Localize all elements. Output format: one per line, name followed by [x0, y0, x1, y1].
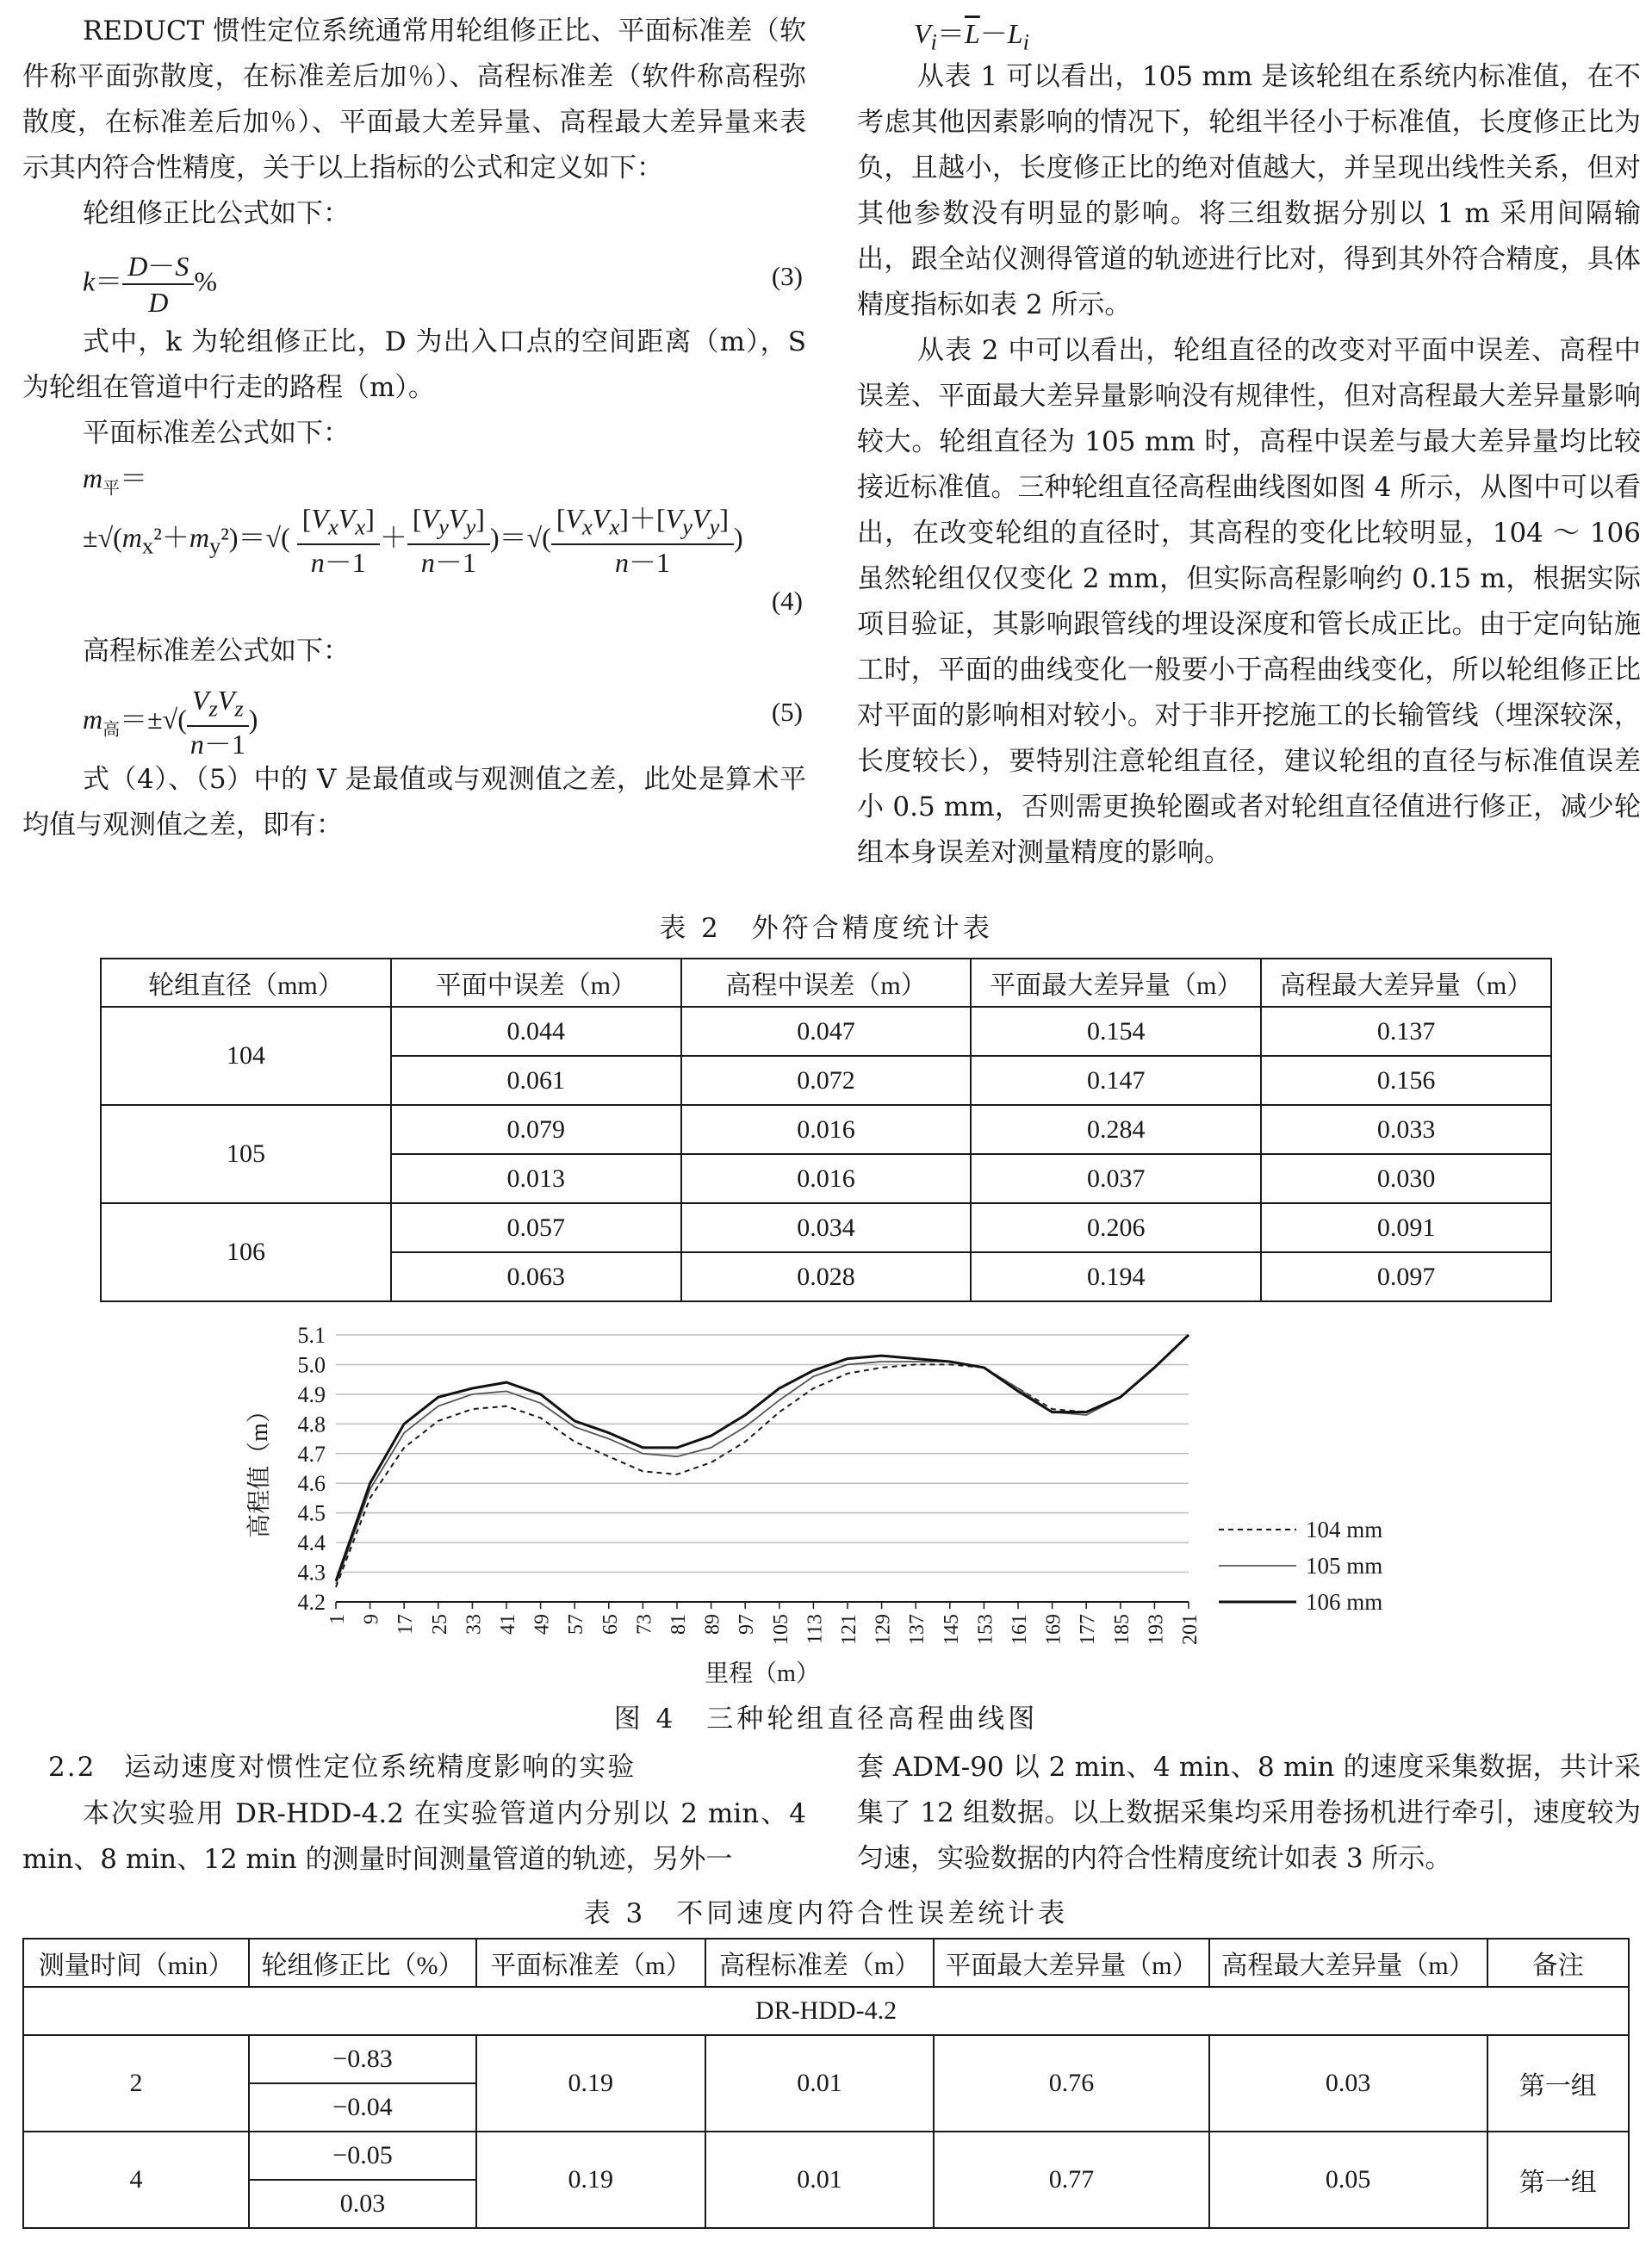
table3-header: 高程标准差（m） — [705, 1939, 935, 1987]
table2-header: 平面最大差异量（m） — [971, 959, 1261, 1007]
x-tick-label: 1 — [326, 1614, 349, 1624]
paragraph-table1-analysis: 从表 1 可以看出，105 mm 是该轮组在系统内标准值，在不考虑其他因素影响的情况下，轮组半径小于标准值，长度修正比为负，且越小，长度修正比的绝对值越大，并呈现出线性关系，但对其他参数没有明显的影响。将三组数据分别以 1 m 采用间隔输出，跟全站仪测得管道的轨迹进行比对，得到其外符合精度，具体精度指标如表 2 所示。 — [857, 61, 1641, 320]
y-tick-label: 4.6 — [297, 1471, 326, 1497]
table-cell: 0.19 — [476, 2035, 705, 2132]
paragraph-v-definition: 式（4）、（5）中的 V 是最值或与观测值之差，此处是算术平均值与观测值之差，即有： — [22, 764, 806, 841]
x-tick-label: 193 — [1145, 1614, 1168, 1645]
table-cell: 0.01 — [705, 2132, 935, 2228]
table3-header: 平面标准差（m） — [476, 1939, 705, 1987]
y-tick-label: 4.2 — [297, 1590, 326, 1615]
table-cell: 0.079 — [391, 1105, 681, 1154]
table-cell: −0.83 — [249, 2035, 476, 2083]
table-cell: −0.05 — [249, 2132, 476, 2180]
table-cell: 第一组 — [1487, 2035, 1629, 2132]
equation-4-number: (4) — [771, 586, 803, 616]
x-tick-label: 49 — [531, 1614, 554, 1635]
section-right-text: 套 ADM-90 以 2 min、4 min、8 min 的速度采集数据，共计采集了 12 组数据。以上数据采集均采用卷扬机进行牵引，速度较为匀速，实验数据的内符合性精度统计如表 3 所示。 — [857, 1752, 1641, 1874]
right-column — [857, 9, 1641, 876]
equation-5: $m_高=\pm√$( $\frac{V_zV_z}{n-1}$ ) (5) — [83, 685, 803, 760]
y-tick-label: 4.7 — [297, 1441, 326, 1467]
table-cell: 0.76 — [934, 2035, 1208, 2132]
paragraph-plane-sd-label: 平面标准差公式如下： — [83, 418, 350, 449]
table-cell: −0.04 — [249, 2083, 476, 2132]
x-tick-label: 121 — [838, 1614, 860, 1645]
x-tick-label: 113 — [804, 1614, 827, 1645]
table-cell: 第一组 — [1487, 2132, 1629, 2228]
y-tick-label: 4.9 — [297, 1381, 326, 1407]
x-tick-label: 57 — [565, 1614, 588, 1635]
x-tick-label: 25 — [428, 1614, 451, 1635]
table-cell: 0.028 — [681, 1252, 972, 1301]
table3-device-row: DR-HDD-4.2 — [23, 1987, 1629, 2035]
x-tick-label: 33 — [463, 1614, 486, 1635]
equation-3-number: (3) — [771, 261, 803, 291]
table3-header: 轮组修正比（%） — [249, 1939, 476, 1987]
paragraph-k-definition: 式中，k 为轮组修正比，D 为出入口点的空间距离（m），S 为轮组在管道中行走的路程（m）。 — [22, 326, 806, 403]
y-tick-label: 4.8 — [297, 1412, 326, 1437]
paragraph-elev-sd-label: 高程标准差公式如下： — [83, 636, 350, 667]
table2 — [100, 958, 1552, 1302]
x-tick-label: 161 — [1009, 1614, 1031, 1645]
x-tick-label: 201 — [1179, 1614, 1202, 1645]
x-tick-label: 185 — [1110, 1614, 1133, 1645]
paragraph-intro: REDUCT 惯性定位系统通常用轮组修正比、平面标准差（软件称平面弥散度，在标准差后加％）、高程标准差（软件称高程弥散度，在标准差后加％）、平面最大差异量、高程最大差异量来表示其内符合性精度，关于以上指标的公式和定义如下： — [22, 16, 806, 183]
table-cell: 0.013 — [391, 1154, 681, 1203]
x-tick-label: 137 — [906, 1614, 929, 1645]
left-column — [22, 9, 806, 848]
table2-header: 轮组直径（mm） — [101, 959, 391, 1007]
legend-label: 105 mm — [1306, 1553, 1383, 1579]
table2-header: 平面中误差（m） — [391, 959, 681, 1007]
table-cell: 0.047 — [681, 1007, 972, 1056]
equation-5-number: (5) — [771, 697, 803, 727]
table-cell: 0.063 — [391, 1252, 681, 1301]
x-tick-label: 129 — [872, 1614, 895, 1645]
table-cell: 0.206 — [971, 1203, 1261, 1252]
y-tick-label: 4.5 — [297, 1500, 326, 1526]
x-tick-label: 89 — [701, 1614, 724, 1635]
table2-diameter-cell: 104 — [101, 1007, 391, 1105]
table-cell: 0.03 — [1209, 2035, 1487, 2132]
table-cell: 0.097 — [1261, 1252, 1551, 1301]
table-cell: 0.194 — [971, 1252, 1261, 1301]
table-cell: 0.061 — [391, 1056, 681, 1105]
x-tick-label: 177 — [1077, 1614, 1100, 1645]
table-cell: 2 — [23, 2035, 249, 2132]
x-tick-label: 65 — [599, 1614, 622, 1635]
table-cell: 0.072 — [681, 1056, 972, 1105]
table-cell: 0.05 — [1209, 2132, 1487, 2228]
table-cell: 0.284 — [971, 1105, 1261, 1154]
table3-header: 备注 — [1487, 1939, 1629, 1987]
elevation-line-chart — [233, 1318, 1421, 1688]
table-cell: 0.77 — [934, 2132, 1208, 2228]
table2-header: 高程最大差异量（m） — [1261, 959, 1551, 1007]
table-cell: 0.057 — [391, 1203, 681, 1252]
table-cell: 0.137 — [1261, 1007, 1551, 1056]
x-tick-label: 17 — [394, 1614, 418, 1635]
y-axis-title: 高程值（m） — [246, 1399, 273, 1538]
x-tick-label: 9 — [360, 1614, 383, 1624]
table-cell: 0.030 — [1261, 1154, 1551, 1203]
table-cell: 0.19 — [476, 2132, 705, 2228]
table3-caption: 表 3 不同速度内符合性误差统计表 — [583, 1898, 1069, 1929]
y-tick-label: 5.1 — [297, 1323, 326, 1348]
figure4-caption: 图 4 三种轮组直径高程曲线图 — [613, 1704, 1039, 1735]
table-cell: 0.033 — [1261, 1105, 1551, 1154]
table-cell: 0.03 — [249, 2180, 476, 2228]
table3-header: 测量时间（min） — [23, 1939, 249, 1987]
x-tick-label: 73 — [633, 1614, 656, 1635]
x-tick-label: 41 — [497, 1614, 519, 1635]
table3-header: 高程最大差异量（m） — [1209, 1939, 1487, 1987]
table-cell: 0.156 — [1261, 1056, 1551, 1105]
table-cell: 0.037 — [971, 1154, 1261, 1203]
series-line — [336, 1335, 1189, 1587]
table2-caption: 表 2 外符合精度统计表 — [659, 913, 993, 944]
legend-label: 106 mm — [1306, 1589, 1383, 1615]
equation-vi: $V_i=\overline{L}-L_i$ — [914, 18, 1029, 55]
table-cell: 0.154 — [971, 1007, 1261, 1056]
series-line — [336, 1335, 1189, 1581]
table-cell: 0.034 — [681, 1203, 972, 1252]
table3-header: 平面最大差异量（m） — [934, 1939, 1208, 1987]
x-axis-title: 里程（m） — [705, 1660, 820, 1687]
legend-label: 104 mm — [1306, 1517, 1383, 1542]
y-tick-label: 5.0 — [297, 1352, 326, 1378]
x-tick-label: 97 — [736, 1614, 759, 1635]
table-cell: 0.01 — [705, 2035, 935, 2132]
section-left-text: 本次实验用 DR-HDD-4.2 在实验管道内分别以 2 min、4 min、8 min、12 min 的测量时间测量管道的轨迹，另外一 — [22, 1798, 806, 1875]
x-tick-label: 153 — [974, 1614, 997, 1645]
table-cell: 0.147 — [971, 1056, 1261, 1105]
table-cell: 0.091 — [1261, 1203, 1551, 1252]
table3 — [22, 1938, 1630, 2229]
table2-diameter-cell: 106 — [101, 1203, 391, 1301]
table-cell: 0.016 — [681, 1105, 972, 1154]
table-cell: 4 — [23, 2132, 249, 2228]
section-heading: 2.2 运动速度对惯性定位系统精度影响的实验 — [48, 1752, 637, 1783]
equation-4: $m_平=$ $\pm√(m_x^2+m_y^2)=√$( $\frac{[V_xV_x]}{n-1}$ ＋ $\frac{[V_yV_y]}{n-1}$ )＝√( $\frac{[V_xV_x]+[V_yV_y]}{n-1}$ ) (4) — [83, 462, 803, 616]
x-tick-label: 81 — [668, 1614, 690, 1635]
x-tick-label: 105 — [769, 1614, 792, 1645]
series-line — [336, 1335, 1189, 1584]
y-tick-label: 4.3 — [297, 1560, 326, 1586]
table2-diameter-cell: 105 — [101, 1105, 391, 1203]
paragraph-table2-analysis: 从表 2 中可以看出，轮组直径的改变对平面中误差、高程中误差、平面最大差异量影响没有规律性，但对高程最大差异量影响较大。轮组直径为 105 mm 时，高程中误差与最大差异量均比较接近标准值。三种轮组直径高程曲线图如图 4 所示，从图中可以看出，在改变轮组的直径时，其高程的变化比较明显，104 ～ 106 虽然轮组仅仅变化 2 mm，但实际高程影响约 0.15 m，根据实际项目验证，其影响跟管线的埋设深度和管长成正比。由于定向钻施工时，平面的曲线变化一般要小于高程曲线变化，所以轮组修正比对平面的影响相对较小。对于非开挖施工的长输管线（埋深较深，长度较长），要特别注意轮组直径，建议轮组的直径与标准值误差小 0.5 mm，否则需更换轮圈或者对轮组直径值进行修正，减少轮组本身误差对测量精度的影响。 — [857, 335, 1641, 868]
x-tick-label: 169 — [1042, 1614, 1065, 1645]
table-cell: 0.044 — [391, 1007, 681, 1056]
x-tick-label: 145 — [940, 1614, 963, 1645]
y-tick-label: 4.4 — [297, 1530, 326, 1556]
paragraph-k-formula-label: 轮组修正比公式如下： — [83, 198, 350, 229]
equation-3: k＝ $\frac{D-S}{D}$ % (3) — [83, 251, 803, 318]
table-cell: 0.016 — [681, 1154, 972, 1203]
table2-header: 高程中误差（m） — [681, 959, 972, 1007]
